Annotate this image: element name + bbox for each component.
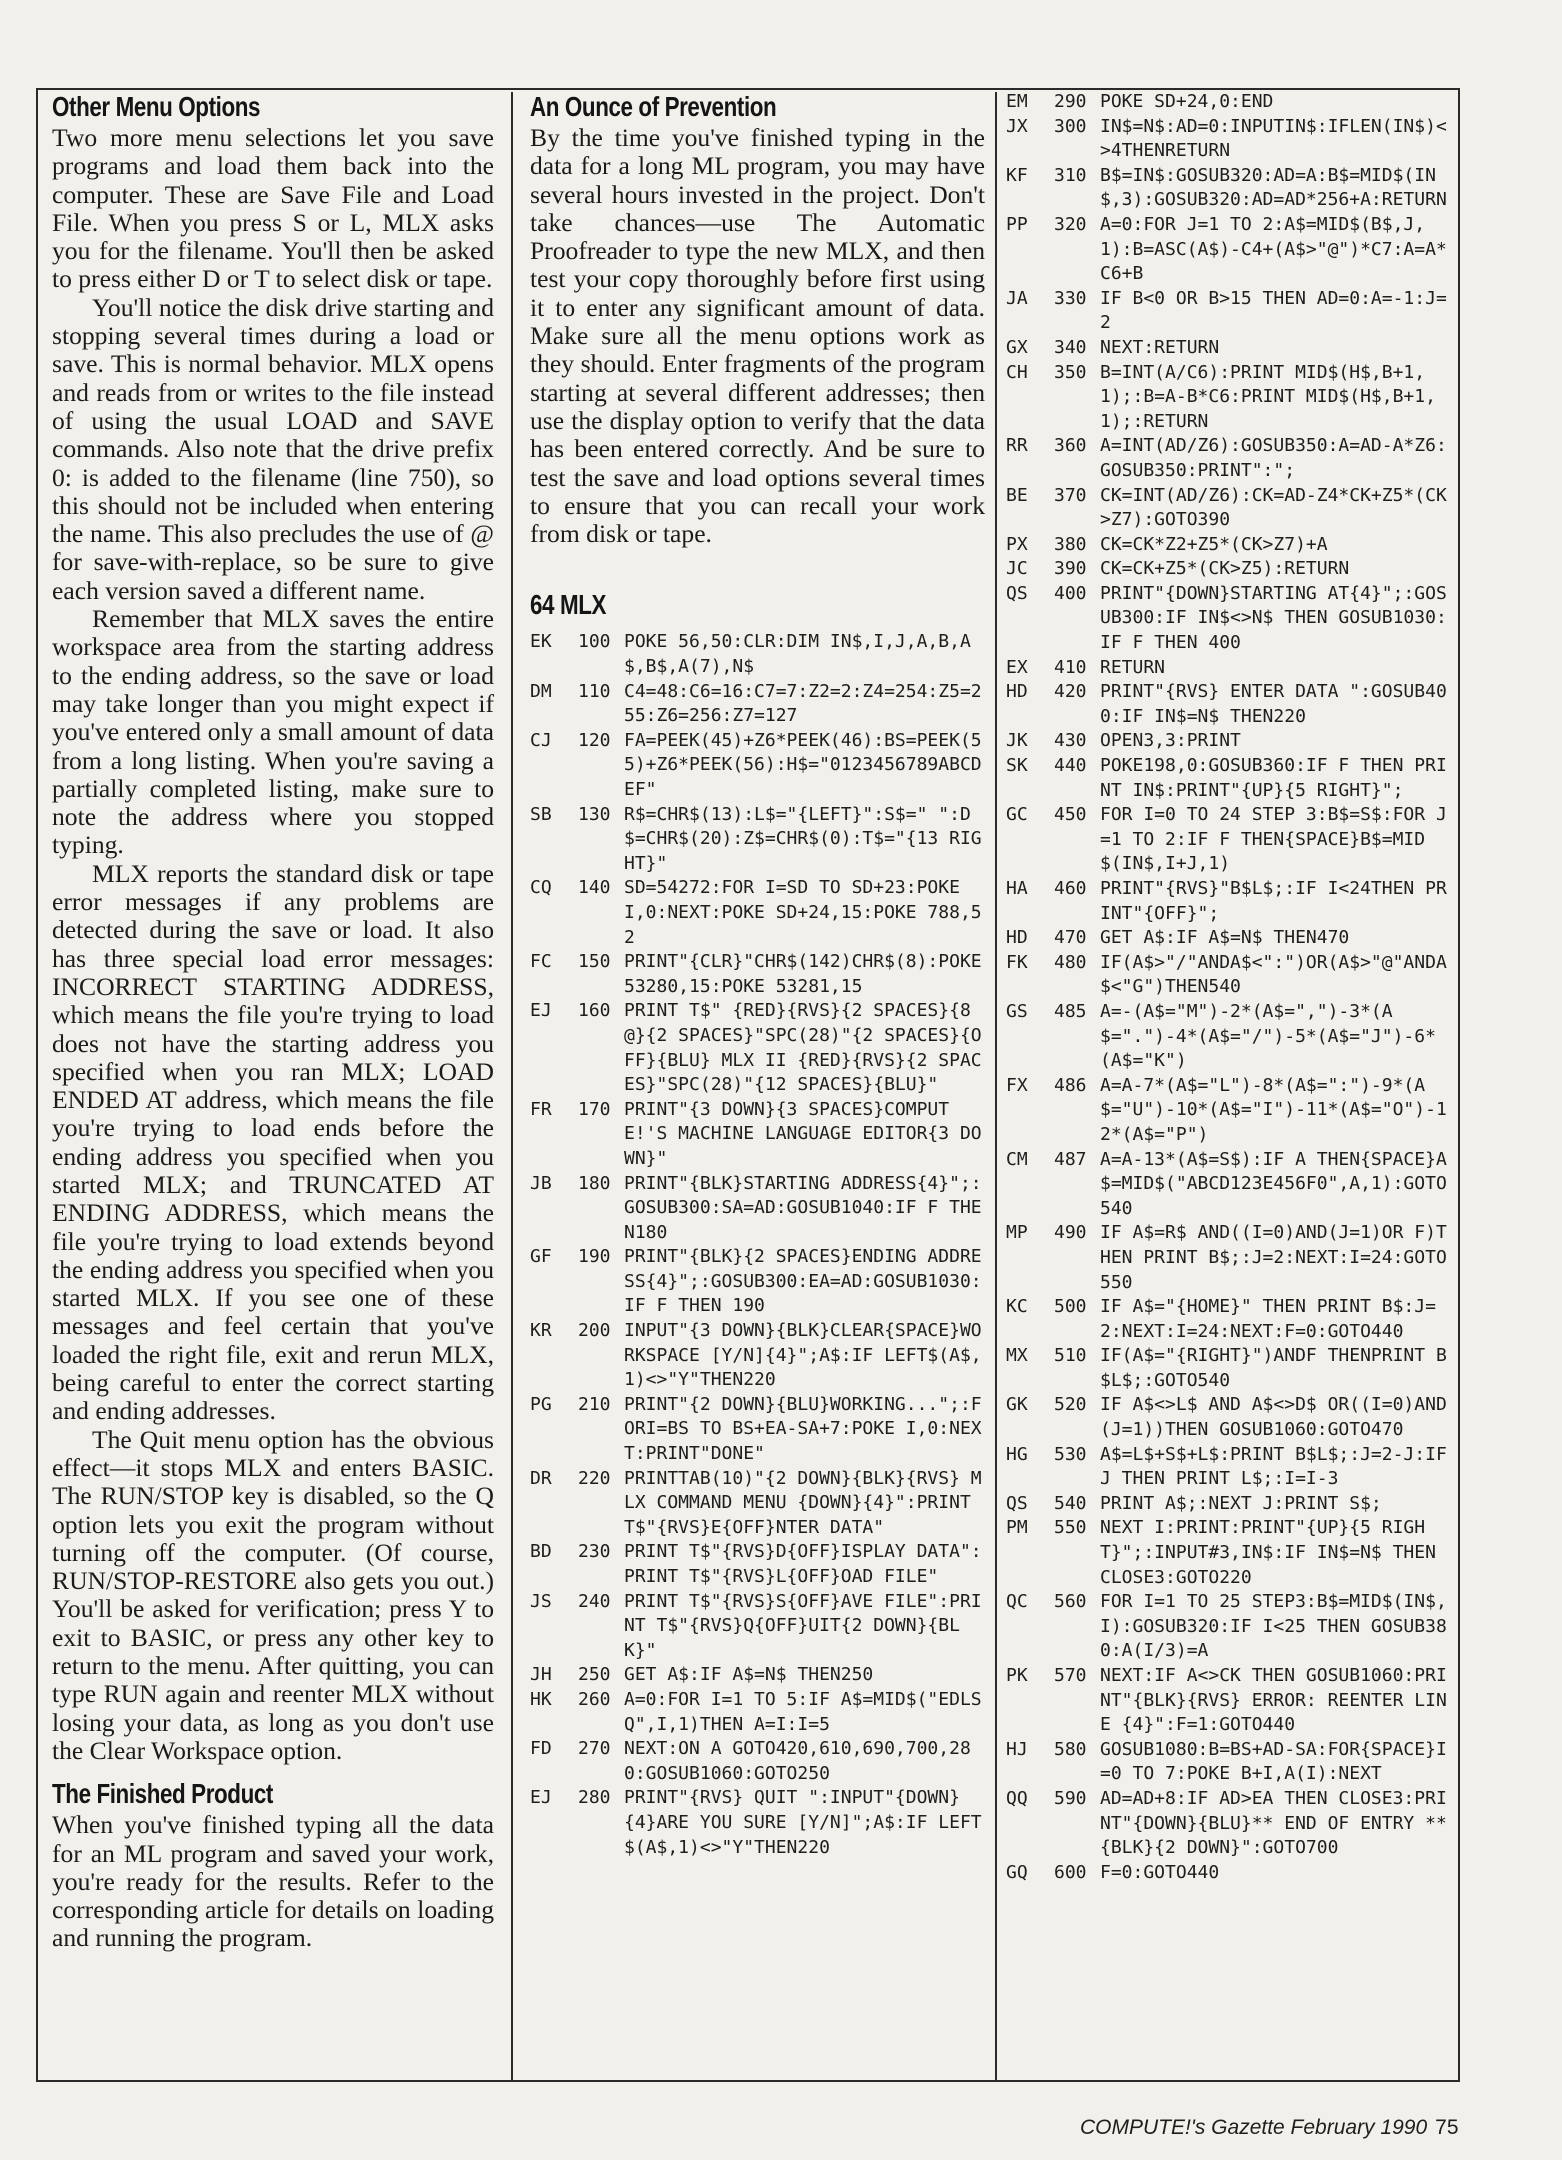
heading-other-menu-options: Other Menu Options (52, 91, 261, 122)
code-statement: PRINT"{RVS}"B$L$;:IF I<24THEN PRINT"{OFF}"; (1100, 878, 1447, 924)
code-statement: PRINT T$"{RVS}S{OFF}AVE FILE":PRINT T$"{RVS}Q{OFF}UIT{2 DOWN}{BLK}" (624, 1590, 982, 1661)
checksum-label: KF (1006, 164, 1028, 186)
code-line (1006, 926, 1456, 951)
code-statement: PRINT"{DOWN}STARTING AT{4}";:GOSUB300:IF IN$<>N$ THEN GOSUB1030:IF F THEN 400 (1100, 582, 1447, 654)
column-rule-1 (511, 92, 513, 2080)
line-number: 180 (578, 1172, 611, 1194)
code-statement: CK=INT(AD/Z6):CK=AD-Z4*CK+Z5*(CK>Z7):GOTO390 (1100, 484, 1447, 531)
checksum-label: JH (530, 1664, 552, 1686)
code-line (530, 1688, 985, 1737)
checksum-label: GF (530, 1246, 552, 1268)
code-line (530, 999, 985, 1097)
code-line (530, 1590, 985, 1664)
line-number: 480 (1054, 951, 1087, 973)
code-line (1006, 1664, 1456, 1738)
line-number: 450 (1054, 804, 1087, 826)
checksum-label: GK (1006, 1394, 1028, 1416)
checksum-label: EM (1006, 91, 1028, 112)
line-number: 580 (1054, 1738, 1087, 1760)
checksum-label: CQ (530, 877, 552, 899)
code-line (1006, 803, 1456, 877)
code-line (1006, 533, 1456, 558)
code-line (1006, 1492, 1456, 1517)
code-statement: RETURN (1100, 656, 1166, 678)
line-number: 130 (578, 803, 611, 825)
line-number: 510 (1054, 1345, 1087, 1367)
page-number: 75 (1435, 2116, 1459, 2139)
code-statement: FA=PEEK(45)+Z6*PEEK(46):BS=PEEK(55)+Z6*PEEK(56):H$="0123456789ABCDEF" (624, 729, 982, 801)
code-statement: PRINT T$"{RVS}D{OFF}ISPLAY DATA":PRINT T$"{RVS}L{OFF}OAD FILE" (624, 1541, 982, 1588)
code-line (1006, 656, 1456, 681)
code-statement: PRINT"{2 DOWN}{BLU}WORKING...";:FORI=BS TO BS+EA-SA+7:POKE I,0:NEXT:PRINT"DONE" (624, 1393, 982, 1465)
line-number: 520 (1054, 1394, 1087, 1416)
code-line (1006, 1000, 1456, 1074)
line-number: 486 (1054, 1074, 1087, 1096)
code-line (530, 729, 985, 803)
code-statement: NEXT:ON A GOTO420,610,690,700,280:GOSUB1060:GOTO250 (624, 1738, 971, 1784)
finished-product-text (52, 1811, 494, 1952)
code-statement: R$=CHR$(13):L$="{LEFT}":S$=" ":D$=CHR$(20):Z$=CHR$(0):T$="{13 RIGHT}" (624, 803, 982, 874)
line-number: 280 (578, 1787, 611, 1809)
checksum-label: HA (1006, 878, 1028, 899)
code-listing-part-2 (1006, 90, 1456, 1885)
code-statement: IF A$<>L$ AND A$<>D$ OR((I=0)AND(J=1))THEN GOSUB1060:GOTO470 (1100, 1394, 1447, 1441)
column-rule-2 (995, 92, 997, 2080)
code-statement: AD=AD+8:IF AD>EA THEN CLOSE3:PRINT"{DOWN}{BLU}** END OF ENTRY **{BLK}{2 DOWN}":GOTO700 (1100, 1787, 1447, 1859)
line-number: 400 (1054, 582, 1087, 604)
code-statement: FOR I=1 TO 25 STEP3:B$=MID$(IN$,I):GOSUB320:IF I<25 THEN GOSUB380:A(I/3)=A (1100, 1591, 1447, 1662)
line-number: 550 (1054, 1517, 1087, 1539)
code-statement: IF A$=R$ AND((I=0)AND(J=1)OR F)THEN PRINT B$;:J=2:NEXT:I=24:GOTO550 (1100, 1222, 1447, 1293)
line-number: 350 (1054, 361, 1087, 383)
code-statement: PRINT"{RVS} QUIT ":INPUT"{DOWN}{4}ARE YOU SURE [Y/N]";A$:IF LEFT$(A$,1)<>"Y"THEN220 (624, 1787, 982, 1858)
code-statement: B$=IN$:GOSUB320:AD=A:B$=MID$(IN$,3):GOSUB320:AD=AD*256+A:RETURN (1100, 164, 1447, 211)
code-statement: IF(A$="{RIGHT}")ANDF THENPRINT B$L$;:GOTO540 (1100, 1345, 1447, 1391)
code-line (1006, 434, 1456, 483)
checksum-label: GS (1006, 1000, 1028, 1022)
code-listing-part-1 (530, 630, 993, 1860)
code-statement: PRINT"{3 DOWN}{3 SPACES}COMPUTE!'S MACHINE LANGUAGE EDITOR{3 DOWN}" (624, 1098, 982, 1169)
line-number: 260 (578, 1688, 611, 1710)
code-line (1006, 213, 1456, 287)
line-number: 120 (578, 729, 611, 751)
code-statement: IN$=N$:AD=0:INPUTIN$:IFLEN(IN$)<>4THENRETURN (1100, 115, 1447, 162)
code-statement: F=0:GOTO440 (1100, 1861, 1220, 1883)
code-line (1006, 877, 1456, 926)
line-number: 220 (578, 1467, 611, 1489)
column-3 (1006, 90, 1456, 2080)
code-line (1006, 1861, 1456, 1886)
heading-64-mlx: 64 MLX (530, 589, 607, 621)
line-number: 100 (578, 631, 611, 653)
line-number: 360 (1054, 435, 1087, 457)
line-number: 340 (1054, 336, 1087, 358)
code-line (1006, 951, 1456, 1000)
checksum-label: HD (1006, 927, 1028, 949)
code-statement: POKE198,0:GOSUB360:IF F THEN PRINT IN$:PRINT"{UP}{5 RIGHT}"; (1100, 755, 1447, 801)
checksum-label: JK (1006, 730, 1028, 752)
code-statement: A=A-7*(A$="L")-8*(A$=":")-9*(A$="U")-10*(A$="I")-11*(A$="O")-12*(A$="P") (1100, 1074, 1447, 1145)
code-statement: NEXT:IF A<>CK THEN GOSUB1060:PRINT"{BLK}{RVS} ERROR: REENTER LINE {4}":F=1:GOTO440 (1100, 1665, 1447, 1736)
code-line (530, 950, 993, 999)
line-number: 530 (1054, 1443, 1087, 1465)
code-line (530, 1319, 985, 1393)
checksum-label: BE (1006, 484, 1028, 506)
checksum-label: FC (530, 951, 552, 973)
code-statement: A=0:FOR J=1 TO 2:A$=MID$(B$,J,1):B=ASC(A$)-C4+(A$>"@")*C7:A=A*C6+B (1100, 213, 1447, 285)
code-line (1006, 1393, 1456, 1442)
code-statement: CK=CK+Z5*(CK>Z5):RETURN (1100, 558, 1350, 580)
checksum-label: PX (1006, 533, 1028, 555)
line-number: 590 (1054, 1787, 1087, 1809)
code-line (1006, 557, 1456, 582)
code-statement: PRINTTAB(10)"{2 DOWN}{BLK}{RVS} MLX COMMAND MENU {DOWN}{4}":PRINT T$"{RVS}E{OFF}NTER DATA" (624, 1467, 982, 1538)
line-number: 410 (1054, 656, 1087, 678)
code-line (1006, 1590, 1456, 1664)
checksum-label: FK (1006, 951, 1028, 973)
code-line (530, 1786, 985, 1860)
paragraph: You'll notice the disk drive starting and stopping several times during a load or save. This is normal behavior. MLX opens and reads from or writes to the file instead of using the usual LOAD and SAVE commands. Also note that the drive prefix 0: is added to the filename (line 750), so this should not be included when entering the name. This also precludes the use of @ for save-with-replace, so be sure to give each version saved a different name. (52, 292, 494, 605)
code-line (1006, 680, 1456, 729)
code-line (1006, 729, 1456, 754)
code-line (1006, 336, 1456, 361)
code-line (530, 876, 985, 950)
code-line (1006, 1074, 1456, 1148)
checksum-label: EJ (530, 1787, 552, 1809)
checksum-label: PK (1006, 1665, 1028, 1686)
checksum-label: SB (530, 803, 552, 825)
code-statement: FOR I=0 TO 24 STEP 3:B$=S$:FOR J=1 TO 2:IF F THEN{SPACE}B$=MID$(IN$,I+J,1) (1100, 804, 1447, 875)
code-statement: PRINT A$;:NEXT J:PRINT S$; (1100, 1492, 1382, 1514)
line-number: 600 (1054, 1861, 1087, 1883)
checksum-label: QS (1006, 1492, 1028, 1514)
checksum-label: MP (1006, 1222, 1028, 1244)
checksum-label: DM (530, 680, 552, 702)
checksum-label: KC (1006, 1296, 1028, 1318)
column-1 (52, 90, 494, 2080)
paragraph: Two more menu selections let you save programs and load them back into the computer. These are Save File and Load File. When you press S or L, MLX asks you for the filename. You'll then be asked to press either D or T to select disk or tape. (52, 123, 494, 294)
checksum-label: QS (1006, 582, 1028, 604)
code-line (530, 1663, 985, 1688)
checksum-label: HD (1006, 681, 1028, 703)
line-number: 570 (1054, 1665, 1087, 1686)
code-statement: IF(A$>"/"ANDA$<":")OR(A$>"@"ANDA$<"G")THEN540 (1100, 951, 1447, 998)
code-line (1006, 1295, 1456, 1344)
line-number: 540 (1054, 1492, 1087, 1514)
code-statement: GET A$:IF A$=N$ THEN470 (1100, 927, 1350, 949)
checksum-label: QC (1006, 1591, 1028, 1613)
code-statement: PRINT T$" {RED}{RVS}{2 SPACES}{8 @}{2 SPACES}"SPC(28)"{2 SPACES}{OFF}{BLU} MLX II {RED}{RVS}{2 SPACES}"SPC(28)"{12 SPACES}{BLU}" (624, 1000, 982, 1096)
code-line (1006, 582, 1456, 656)
code-line (530, 1467, 985, 1541)
checksum-label: SK (1006, 755, 1028, 777)
line-number: 160 (578, 1000, 611, 1022)
line-number: 110 (578, 680, 611, 702)
code-statement: SD=54272:FOR I=SD TO SD+23:POKE I,0:NEXT:POKE SD+24,15:POKE 788,52 (624, 877, 982, 948)
line-number: 487 (1054, 1148, 1087, 1170)
checksum-label: JX (1006, 115, 1028, 137)
column-2 (530, 90, 993, 2080)
code-line (1006, 164, 1456, 213)
code-statement: A$=L$+S$+L$:PRINT B$L$;:J=2-J:IF J THEN PRINT L$;:I=I-3 (1100, 1443, 1458, 1490)
code-statement: OPEN3,3:PRINT (1100, 730, 1241, 752)
code-statement: A=A-13*(A$=S$):IF A THEN{SPACE}A$=MID$("ABCD123E456F0",A,1):GOTO 540 (1100, 1148, 1458, 1219)
line-number: 150 (578, 951, 611, 973)
code-statement: NEXT:RETURN (1100, 336, 1220, 358)
line-number: 490 (1054, 1222, 1087, 1244)
line-number: 560 (1054, 1591, 1087, 1613)
checksum-label: GC (1006, 804, 1028, 826)
code-statement: C4=48:C6=16:C7=7:Z2=2:Z4=254:Z5=255:Z6=256:Z7=127 (624, 680, 982, 727)
code-line (530, 1098, 985, 1172)
paragraph: MLX reports the standard disk or tape error messages if any problems are detected during the save or load. It also has three special load error messages: INCORRECT STARTING ADDRESS, which means the file you're trying to load does not have the starting address you specified when you ran MLX; LOAD ENDED AT address, which means the file you're trying to load ends before the ending address you specified when you started MLX; and TRUNCATED AT ENDING ADDRESS, which means the file you're trying to load extends beyond the ending address you specified when you started MLX. If you see one of these messages and feel certain that you've loaded the right file, exit and rerun MLX, being careful to enter the correct starting and ending addresses. (52, 858, 494, 1426)
code-statement: GOSUB1080:B=BS+AD-SA:FOR{SPACE}I=0 TO 7:POKE B+I,A(I):NEXT (1100, 1738, 1447, 1785)
code-line (1006, 1516, 1456, 1590)
code-line (1006, 361, 1456, 435)
code-statement: POKE 56,50:CLR:DIM IN$,I,J,A,B,A$,B$,A(7),N$ (624, 631, 971, 678)
code-statement: B=INT(A/C6):PRINT MID$(H$,B+1,1);:B=A-B*C6:PRINT MID$(H$,B+1,1);:RETURN (1100, 361, 1436, 432)
code-line (1006, 754, 1456, 803)
line-number: 370 (1054, 484, 1087, 506)
line-number: 380 (1054, 533, 1087, 555)
line-number: 230 (578, 1541, 611, 1563)
checksum-label: JS (530, 1590, 552, 1612)
line-number: 170 (578, 1098, 611, 1120)
checksum-label: CM (1006, 1148, 1028, 1170)
line-number: 190 (578, 1246, 611, 1268)
checksum-label: JC (1006, 558, 1028, 580)
paragraph: By the time you've finished typing in the data for a long ML program, you may have several hours invested in the project. Don't take chances—use The Automatic Proofreader to type the new MLX, and then test your copy thoroughly before first using it to enter any significant amount of data. Make sure all the menu options work as they should. Enter fragments of the program starting at several different addresses; then use the display option to verify that the data has been entered correctly. And be sure to test the save and load options several times to ensure that you can recall your work from disk or tape. (530, 123, 985, 549)
code-statement: POKE SD+24,0:END (1100, 91, 1274, 112)
code-line (1006, 1787, 1456, 1861)
checksum-label: FX (1006, 1074, 1028, 1096)
code-line (530, 680, 985, 729)
checksum-label: GX (1006, 336, 1028, 358)
checksum-label: FR (530, 1098, 552, 1120)
code-line (1006, 1221, 1456, 1295)
code-statement: A=0:FOR I=1 TO 5:IF A$=MID$("EDLSQ",I,1)THEN A=I:I=5 (624, 1688, 982, 1735)
publication-name: COMPUTE!'s Gazette February 1990 (1080, 2116, 1428, 2139)
page-footer (1080, 2116, 1459, 2140)
code-statement: GET A$:IF A$=N$ THEN250 (624, 1664, 874, 1686)
code-line (1006, 1738, 1456, 1787)
code-statement: NEXT I:PRINT:PRINT"{UP}{5 RIGHT}";:INPUT#3,IN$:IF IN$=N$ THEN CLOSE3:GOTO220 (1100, 1517, 1447, 1588)
line-number: 440 (1054, 755, 1087, 777)
line-number: 330 (1054, 287, 1087, 309)
checksum-label: FD (530, 1738, 552, 1760)
code-line (530, 1245, 985, 1319)
line-number: 290 (1054, 91, 1087, 112)
checksum-label: MX (1006, 1345, 1028, 1367)
code-statement: A=-(A$="M")-2*(A$=",")-3*(A$=".")-4*(A$="/")-5*(A$="J")-6*(A$="K") (1100, 1000, 1436, 1072)
code-line (530, 1393, 985, 1467)
line-number: 390 (1054, 558, 1087, 580)
checksum-label: CJ (530, 729, 552, 751)
code-line (1006, 115, 1456, 164)
checksum-label: JB (530, 1172, 552, 1194)
checksum-label: BD (530, 1541, 552, 1563)
checksum-label: CH (1006, 361, 1028, 383)
other-menu-options-text (52, 124, 494, 1765)
code-statement: A=INT(AD/Z6):GOSUB350:A=AD-A*Z6:GOSUB350:PRINT":"; (1100, 435, 1447, 481)
checksum-label: DR (530, 1467, 552, 1489)
checksum-label: HK (530, 1688, 552, 1710)
line-number: 310 (1054, 164, 1087, 186)
code-statement: IF A$="{HOME}" THEN PRINT B$:J=2:NEXT:I=24:NEXT:F=0:GOTO440 (1100, 1296, 1436, 1342)
code-statement: PRINT"{RVS} ENTER DATA ":GOSUB400:IF IN$=N$ THEN220 (1100, 681, 1447, 727)
heading-ounce-of-prevention: An Ounce of Prevention (530, 91, 777, 122)
code-statement: INPUT"{3 DOWN}{BLK}CLEAR{SPACE}WORKSPACE [Y/N]{4}";A$:IF LEFT$(A$,1)<>"Y"THEN220 (624, 1320, 982, 1391)
code-line (1006, 1148, 1456, 1222)
line-number: 210 (578, 1393, 611, 1415)
line-number: 430 (1054, 730, 1087, 752)
code-statement: PRINT"{BLK}{2 SPACES}ENDING ADDRESS{4}";:GOSUB300:EA=AD:GOSUB1030:IF F THEN 190 (624, 1246, 982, 1317)
checksum-label: PP (1006, 213, 1028, 235)
line-number: 300 (1054, 115, 1087, 137)
checksum-label: PG (530, 1393, 552, 1415)
code-line (1006, 1443, 1456, 1492)
checksum-label: HJ (1006, 1738, 1028, 1760)
checksum-label: JA (1006, 287, 1028, 309)
paragraph: When you've finished typing all the data for an ML program and saved your work, you're ready for the results. Refer to the corresponding article for details on loading and running the program. (52, 1810, 494, 1953)
code-line (1006, 484, 1456, 533)
code-statement: IF B<0 OR B>15 THEN AD=0:A=-1:J=2 (1100, 287, 1447, 334)
paragraph: The Quit menu option has the obvious effect—it stops MLX and enters BASIC. The RUN/STOP key is disabled, so the Q option lets you exit the program without turning off the computer. (Of course, RUN/STOP-RESTORE also gets you out.) You'll be asked for verification; press Y to exit to BASIC, or press any other key to return to the menu. After quitting, you can type RUN again and reenter MLX without losing your data, as long as you don't use the Clear Workspace option. (52, 1424, 494, 1765)
line-number: 200 (578, 1320, 611, 1342)
code-line (530, 1540, 985, 1589)
code-line (530, 1737, 985, 1786)
checksum-label: KR (530, 1320, 552, 1342)
line-number: 270 (578, 1738, 611, 1760)
line-number: 140 (578, 877, 611, 899)
line-number: 460 (1054, 878, 1087, 899)
line-number: 420 (1054, 681, 1087, 703)
checksum-label: PM (1006, 1517, 1028, 1539)
line-number: 500 (1054, 1296, 1087, 1318)
code-statement: PRINT"{CLR}"CHR$(142)CHR$(8):POKE 53280,15:POKE 53281,15 (624, 951, 993, 997)
checksum-label: QQ (1006, 1787, 1028, 1809)
code-line (1006, 287, 1456, 336)
checksum-label: HG (1006, 1443, 1028, 1465)
code-statement: CK=CK*Z2+Z5*(CK>Z7)+A (1100, 533, 1328, 555)
code-line (530, 803, 985, 877)
line-number: 240 (578, 1590, 611, 1612)
ounce-of-prevention-text (530, 124, 985, 548)
code-statement: PRINT"{BLK}STARTING ADDRESS{4}";:GOSUB300:SA=AD:GOSUB1040:IF F THEN180 (624, 1172, 982, 1243)
code-line (1006, 90, 1456, 115)
code-line (1006, 1344, 1456, 1393)
checksum-label: EX (1006, 656, 1028, 678)
code-line (530, 630, 985, 679)
line-number: 470 (1054, 927, 1087, 949)
code-line (530, 1172, 985, 1246)
line-number: 485 (1054, 1000, 1087, 1022)
line-number: 320 (1054, 213, 1087, 235)
checksum-label: GQ (1006, 1861, 1028, 1883)
checksum-label: RR (1006, 435, 1028, 457)
checksum-label: EK (530, 631, 552, 653)
paragraph: Remember that MLX saves the entire workspace area from the starting address to the ending address, so the save or load may take longer than you might expect if you've entered only a small amount of data from a long listing. When you're saving a partially completed listing, make sure to note the address where you stopped typing. (52, 604, 494, 860)
heading-finished-product: The Finished Product (52, 1778, 273, 1810)
line-number: 250 (578, 1664, 611, 1686)
checksum-label: EJ (530, 1000, 552, 1022)
